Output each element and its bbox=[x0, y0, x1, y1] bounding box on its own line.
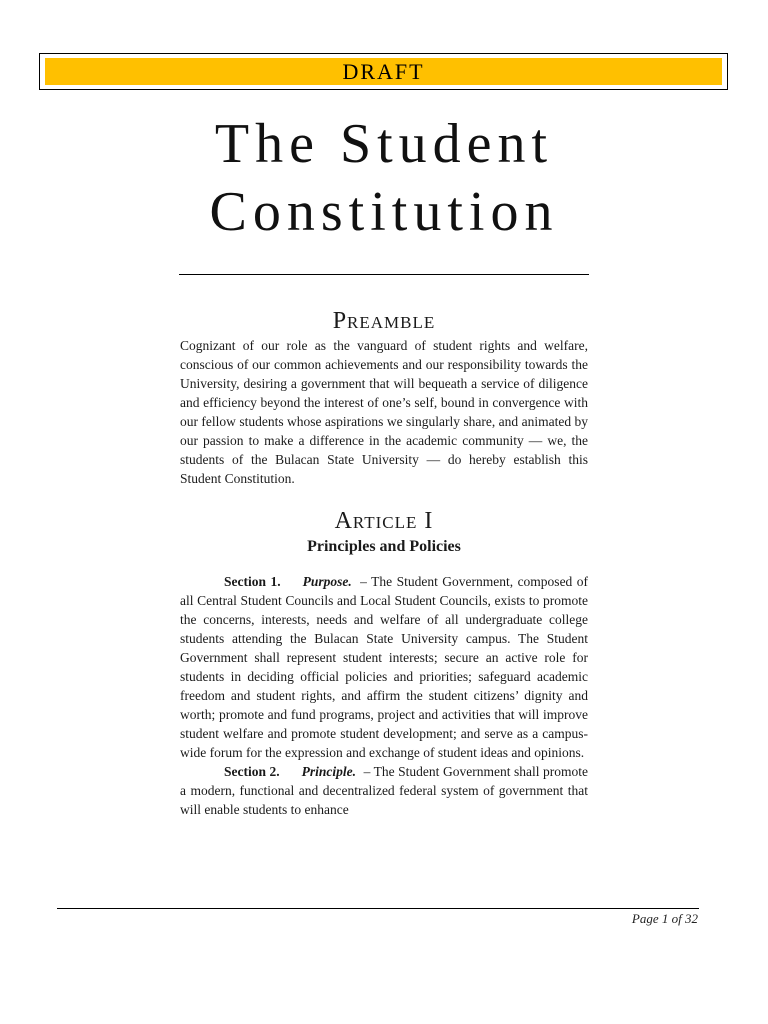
title-line-2: Constitution bbox=[209, 181, 559, 243]
page-number: Page 1 of 32 bbox=[631, 911, 698, 926]
document-title bbox=[0, 110, 768, 246]
section-number: Section 2. bbox=[224, 764, 280, 779]
title-line-1: The Student bbox=[214, 113, 554, 175]
document-body bbox=[180, 306, 588, 819]
draft-label: DRAFT bbox=[45, 58, 722, 85]
title-divider bbox=[179, 274, 589, 275]
article-subheading: Principles and Policies bbox=[307, 538, 461, 555]
section-2 bbox=[180, 762, 588, 819]
section-number: Section 1. bbox=[224, 574, 281, 589]
section-text: – The Student Government, composed of all Central Student Councils and Local Student Councils, exists to promote the concerns, interests, needs and welfare of all undergraduate college students attending the Bulacan State University campus. The Student Government shall represent student interests; secure an active role for students in deciding official policies and priorities; safeguard academic freedom and student rights, and affirm the student citizens’ dignity and worth; promote and fund programs, project and activities that will improve student welfare and promote student development; and serve as a campus-wide forum for the expression and exchange of student ideas and opinions. bbox=[180, 574, 589, 760]
preamble-text: Cognizant of our role as the vanguard of student rights and welfare, conscious of our common achievements and our responsibility towards the University, desiring a government that will bequeath a service of diligence and efficiency beyond the interest of one’s self, bound in convergence with our fellow students whose aspirations we singularly share, and animated by our passion to make a difference in the academic community — we, the students of the Bulacan State University — do hereby establish this Student Constitution. bbox=[180, 338, 588, 486]
draft-banner bbox=[39, 53, 728, 90]
section-text: – The Student Government shall promote a modern, functional and decentralized federal system of government that will enable students to enhance bbox=[180, 764, 589, 817]
footer-divider bbox=[57, 908, 699, 909]
section-title: Principle. bbox=[301, 764, 357, 779]
article-heading: Article I bbox=[334, 508, 434, 534]
section-1 bbox=[180, 572, 588, 762]
section-title: Purpose. bbox=[302, 574, 352, 589]
preamble-heading: Preamble bbox=[332, 308, 436, 334]
